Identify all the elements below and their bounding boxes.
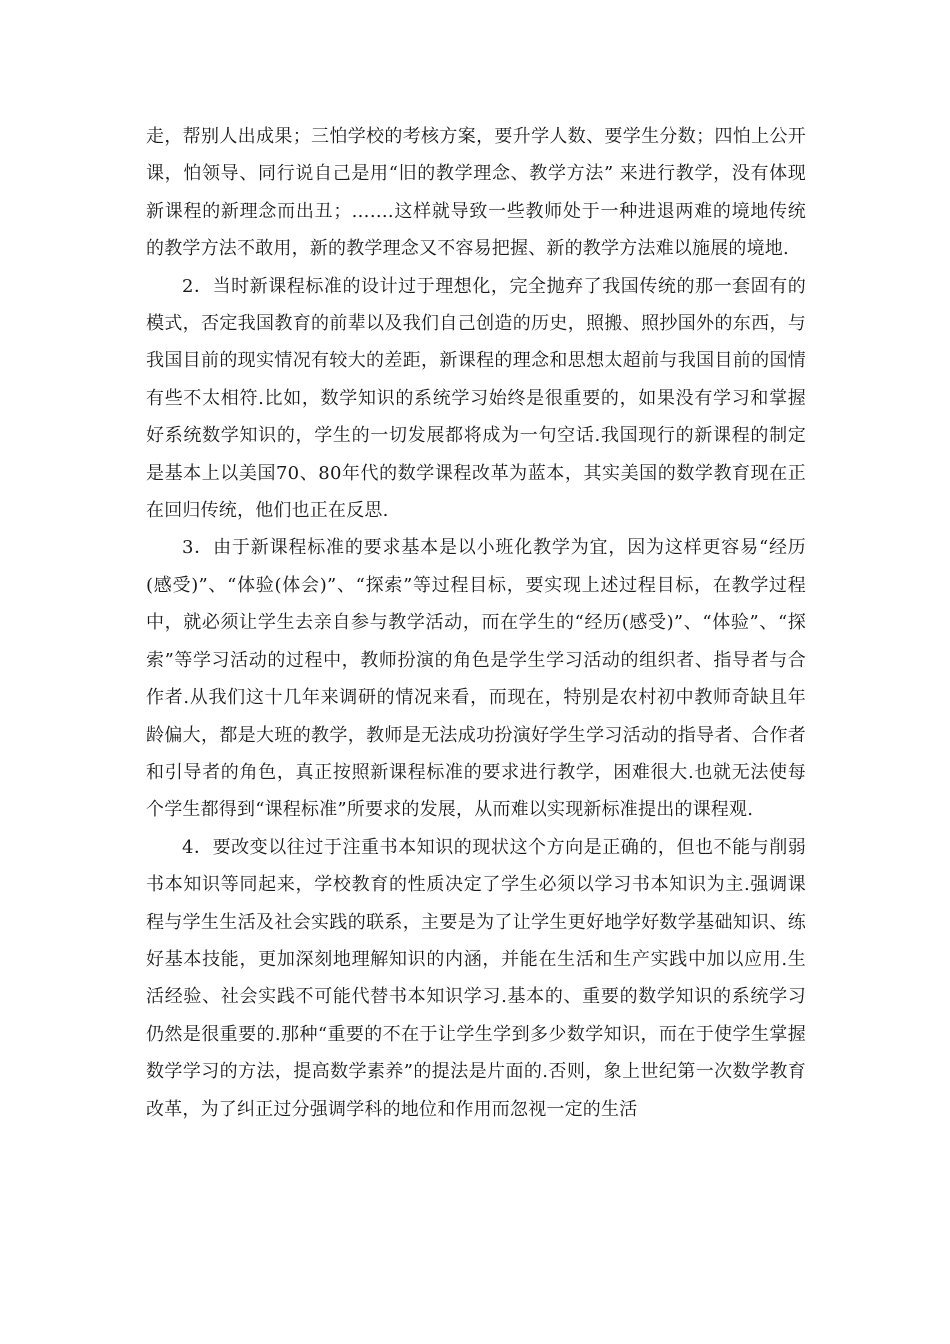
paragraph-point-4: 4．要改变以往过于注重书本知识的现状这个方向是正确的，但也不能与削弱书本知识等同起来，学校教育的性质决定了学生必须以学习书本知识为主.强调课程与学生生活及社会实践的联系，主要是为了让学生更好地学好数学基础知识、练好基本技能，更加深刻地理解知识的内涵，并能在生活和生产实践中加以应用.生活经验、社会实践不可能代替书本知识学习.基本的、重要的数学知识的系统学习仍然是很重要的.那种“重要的不在于让学生学到多少数学知识，而在于使学生掌握数学学习的方法，提高数学素养”的提法是片面的.否则，象上世纪第一次数学教育改革，为了纠正过分强调学科的地位和作用而忽视一定的生活 — [146, 836, 806, 1120]
paragraph-point-3: 3．由于新课程标准的要求基本是以小班化教学为宜，因为这样更容易“经历(感受)”、“体验(体会)”、“探索”等过程目标，要实现上述过程目标，在教学过程中，就必须让学生去亲自参与教学活动，而在学生的“经历(感受)”、“体验”、“探索”等学习活动的过程中，教师扮演的角色是学生学习活动的组织者、指导者与合作者.从我们这十几年来调研的情况来看，而现在，特别是农村初中教师奇缺且年龄偏大，都是大班的教学，教师是无法成功扮演好学生学习活动的指导者、合作者和引导者的角色，真正按照新课程标准的要求进行教学，困难很大.也就无法使每个学生都得到“课程标准”所要求的发展，从而难以实现新标准提出的课程观. — [146, 537, 806, 821]
paragraph-point-2: 2．当时新课程标准的设计过于理想化，完全抛弃了我国传统的那一套固有的模式，否定我国教育的前辈以及我们自己创造的历史，照搬、照抄国外的东西，与我国目前的现实情况有较大的差距，新课程的理念和思想太超前与我国目前的国情有些不太相符.比如，数学知识的系统学习始终是很重要的，如果没有学习和掌握好系统数学知识的，学生的一切发展都将成为一句空话.我国现行的新课程的制定是基本上以美国70、80年代的数学课程改革为蓝本，其实美国的数学教育现在正在回归传统，他们也正在反思. — [146, 275, 806, 522]
document-body — [146, 118, 806, 1128]
paragraph-continuation: 走，帮别人出成果；三怕学校的考核方案，要升学人数、要学生分数；四怕上公开课，怕领导、同行说自己是用“旧的教学理念、教学方法” 来进行教学，没有体现新课程的新理念而出丑；…….这样就导致一些教师处于一种进退两难的境地传统的教学方法不敢用，新的教学理念又不容易把握、新的教学方法难以施展的境地. — [146, 126, 806, 260]
